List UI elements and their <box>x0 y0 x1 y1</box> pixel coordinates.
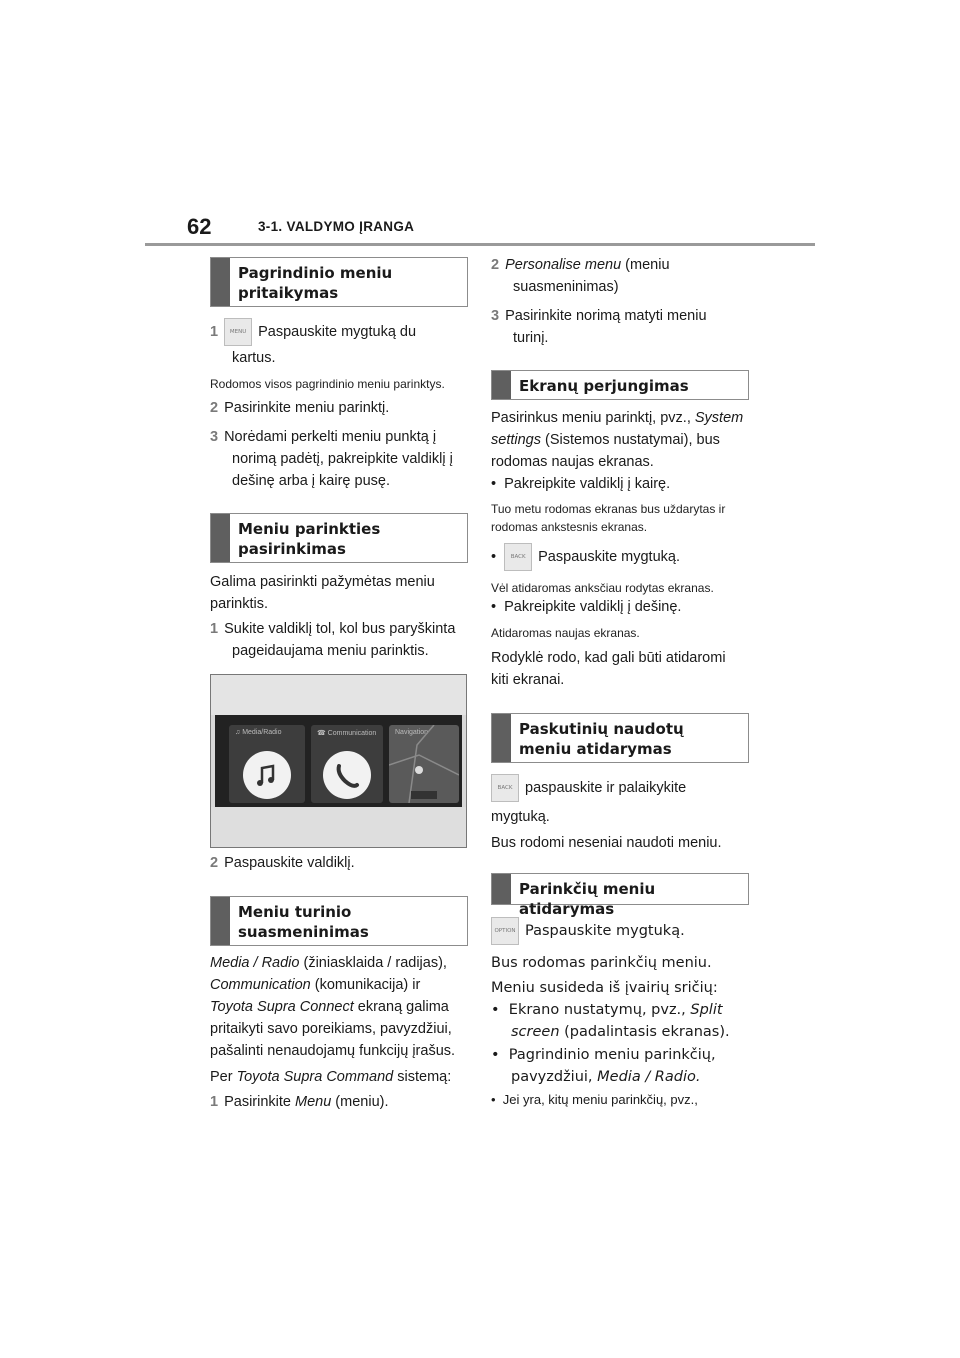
para: mygtuką. <box>491 809 550 825</box>
step-2-cont: suasmeninimas) <box>513 279 619 295</box>
step-text: Norėdami perkelti meniu punktą į <box>224 429 437 445</box>
section-header-main-menu <box>210 257 468 307</box>
para <box>210 996 449 1018</box>
para <box>491 917 685 945</box>
term: Menu <box>295 1094 332 1110</box>
bullet <box>491 543 680 571</box>
bullet-dot: • <box>491 548 505 565</box>
text: (Sistemos nustatymai), bus <box>540 432 720 448</box>
header-rule <box>145 243 815 246</box>
step-number: 1 <box>210 323 219 340</box>
text: Per <box>210 1069 237 1085</box>
text: sistemą: <box>393 1069 452 1085</box>
tile-label: ♫ Media/Radio <box>235 729 282 736</box>
bullet <box>491 1089 698 1111</box>
step-3-line3: dešinę arba į kairę pusę. <box>232 473 390 489</box>
para: pašalinti nenaudojamų funkcijų įrašus. <box>210 1043 456 1059</box>
option-button-icon: OPTION <box>491 917 519 945</box>
section-bar <box>492 874 511 904</box>
step-number: 2 <box>210 400 219 416</box>
section-title: Pagrindinio meniu pritaikymas <box>238 264 393 302</box>
note: rodomas ankstesnis ekranas. <box>491 520 648 534</box>
tile-media <box>229 725 305 803</box>
step-number: 1 <box>210 621 219 637</box>
text: ekraną galima <box>353 999 449 1015</box>
para <box>491 429 720 451</box>
section-bar <box>211 514 230 562</box>
para: Bus rodomi neseniai naudoti meniu. <box>491 835 722 851</box>
tile-label: ☎ Communication <box>317 730 377 737</box>
screenshot-bottom <box>211 807 466 847</box>
music-icon <box>243 751 291 799</box>
para: pritaikyti savo poreikiams, pavyzdžiui, <box>210 1021 452 1037</box>
chapter-title: 3-1. VALDYMO ĮRANGA <box>258 219 415 234</box>
section-header-screens <box>491 370 749 400</box>
text: (žiniasklaida / radijas), <box>299 955 447 971</box>
text: paspauskite ir palaikykite <box>525 779 687 796</box>
text: Paspauskite mygtuką. <box>538 548 680 565</box>
note: Tuo metu rodomas ekranas bus uždarytas ir <box>491 502 726 516</box>
tile-communication <box>311 725 383 803</box>
bullet-dot: • <box>491 1092 503 1107</box>
term: Media / Radio. <box>597 1069 701 1085</box>
step-2 <box>491 254 670 276</box>
step-text: Paspauskite valdiklį. <box>224 855 355 871</box>
text: Jei yra, kitų meniu parinkčių, pvz., <box>502 1092 698 1107</box>
tile-navigation <box>389 725 459 803</box>
display-screenshot <box>210 674 467 848</box>
section-title: Ekranų perjungimas <box>519 377 689 395</box>
text: Pasirinkite <box>224 1094 295 1110</box>
text: Pagrindinio meniu parinkčių, <box>508 1047 716 1063</box>
bullet-cont <box>511 1021 730 1043</box>
bullet <box>491 473 670 495</box>
term: Personalise menu <box>505 257 622 273</box>
para: kiti ekranai. <box>491 672 565 688</box>
section-bar <box>492 714 511 762</box>
text: Pasirinkus meniu parinktį, pvz., <box>491 410 695 426</box>
para: Bus rodomas parinkčių meniu. <box>491 955 712 971</box>
step-text: Paspauskite mygtuką du <box>258 323 417 340</box>
text: Pakreipkite valdiklį į kairę. <box>504 476 671 492</box>
text: Paspauskite mygtuką. <box>525 923 685 939</box>
term: System <box>694 410 744 426</box>
screenshot-display <box>215 715 462 807</box>
section-title: Meniu parinkties pasirinkimas <box>238 520 381 558</box>
bullet-dot: • <box>491 476 505 492</box>
step-1-cont: kartus. <box>232 350 276 366</box>
step-text: Sukite valdiklį tol, kol bus paryškinta <box>224 621 456 637</box>
term: Toyota Supra Connect <box>210 999 354 1015</box>
screenshot-top <box>211 675 466 715</box>
bullet <box>491 1044 716 1066</box>
para: Meniu susideda iš įvairių sričių: <box>491 980 718 996</box>
para <box>210 952 447 974</box>
phone-icon <box>323 751 371 799</box>
section-bar <box>492 371 511 399</box>
para <box>210 1066 451 1088</box>
bullet-dot: • <box>491 1002 509 1018</box>
para: parinktis. <box>210 596 269 612</box>
step-1-line2: pageidaujama meniu parinktis. <box>232 643 429 659</box>
step-text: Pasirinkite meniu parinktį. <box>224 400 390 416</box>
bullet <box>491 596 681 618</box>
section-header-personalise <box>210 896 468 946</box>
step-number: 2 <box>491 257 500 273</box>
text: Pakreipkite valdiklį į dešinę. <box>504 599 682 615</box>
step-number: 3 <box>491 308 500 324</box>
text: pavyzdžiui, <box>511 1069 598 1085</box>
term: Split <box>690 1002 723 1018</box>
section-title: Paskutinių naudotų meniu atidarymas <box>519 720 684 758</box>
step-2 <box>210 852 355 874</box>
para: Galima pasirinkti pažymėtas meniu <box>210 574 435 590</box>
section-bar <box>211 258 230 306</box>
page-number: 62 <box>187 214 212 239</box>
tile-label: Navigation <box>395 729 429 736</box>
step-3-cont: turinį. <box>513 330 549 346</box>
para <box>491 407 743 429</box>
back-button-icon: BACK <box>491 774 519 802</box>
para <box>491 774 686 802</box>
step-1 <box>210 618 455 640</box>
text: Ekrano nustatymų, pvz., <box>508 1002 691 1018</box>
section-header-options <box>491 873 749 918</box>
step-2 <box>210 397 389 419</box>
section-header-select <box>210 513 468 563</box>
section-bar <box>211 897 230 945</box>
text: (padalintasis ekranas). <box>559 1024 730 1040</box>
menu-button-icon: MENU <box>224 318 252 346</box>
back-button-icon: BACK <box>504 543 532 571</box>
step-1 <box>210 318 416 346</box>
step-3-line2: norimą padėtį, pakreipkite valdiklį į <box>232 451 453 467</box>
section-header-recent <box>491 713 749 763</box>
section-title: Parinkčių meniu atidarymas <box>519 880 656 918</box>
term: Communication <box>210 977 311 993</box>
step-number: 1 <box>210 1094 219 1110</box>
bullet-cont <box>511 1066 700 1088</box>
step-number: 3 <box>210 429 219 445</box>
map-icon <box>389 725 459 803</box>
bullet-dot: • <box>491 1047 509 1063</box>
term: Media / Radio <box>210 955 300 971</box>
step-1 <box>210 1091 389 1113</box>
step-number: 2 <box>210 855 219 871</box>
note: Atidaromas naujas ekranas. <box>491 626 640 640</box>
text: (komunikacija) ir <box>310 977 421 993</box>
para <box>210 974 420 996</box>
text: Pasirinkite norimą matyti meniu <box>505 308 707 324</box>
bullet <box>491 999 723 1021</box>
para: Rodyklė rodo, kad gali būti atidaromi <box>491 650 726 666</box>
note: Vėl atidaromas anksčiau rodytas ekranas. <box>491 581 714 595</box>
term: Toyota Supra Command <box>236 1069 394 1085</box>
note: Rodomos visos pagrindinio meniu parinktys. <box>210 377 445 391</box>
step-3 <box>491 305 707 327</box>
term: screen <box>511 1024 560 1040</box>
step-3 <box>210 426 436 448</box>
text: (meniu <box>621 257 670 273</box>
section-title: Meniu turinio suasmeninimas <box>238 903 369 941</box>
bullet-dot: • <box>491 599 505 615</box>
text: (meniu). <box>331 1094 389 1110</box>
term: settings <box>491 432 541 448</box>
para: rodomas naujas ekranas. <box>491 454 654 470</box>
